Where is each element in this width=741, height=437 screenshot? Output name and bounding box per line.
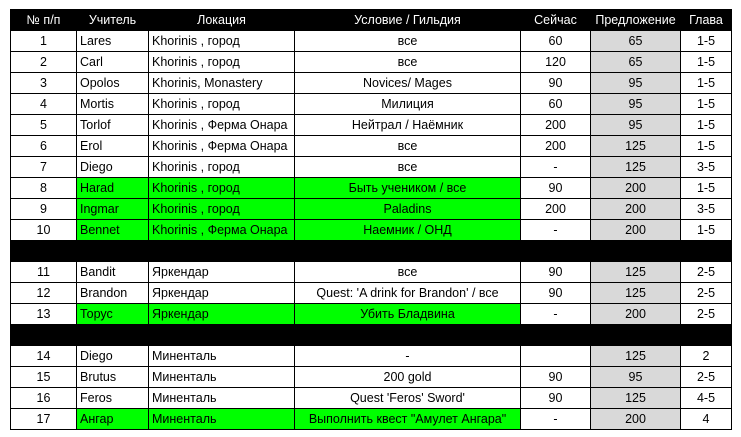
cell-num[interactable]: 11 [11, 262, 77, 283]
cell-location[interactable]: Khorinis , Ферма Онара [149, 220, 295, 241]
cell-teacher[interactable]: Lares [77, 31, 149, 52]
cell-offer[interactable]: 95 [591, 94, 681, 115]
cell-offer[interactable]: 125 [591, 157, 681, 178]
cell-num[interactable]: 14 [11, 346, 77, 367]
group-separator-row [11, 325, 732, 346]
cell-condition[interactable]: все [295, 52, 521, 73]
cell-location[interactable]: Khorinis , Ферма Онара [149, 136, 295, 157]
cell-chapter[interactable]: 1-5 [681, 220, 732, 241]
header-row [11, 10, 732, 31]
cell-location[interactable]: Khorinis , город [149, 31, 295, 52]
cell-location[interactable]: Миненталь [149, 388, 295, 409]
cell-offer[interactable]: 125 [591, 136, 681, 157]
table-row [11, 220, 732, 241]
cell-now[interactable]: - [521, 157, 591, 178]
table-row [11, 94, 732, 115]
header-offer[interactable]: Предложение [591, 10, 681, 31]
cell-now[interactable]: 90 [521, 178, 591, 199]
cell-num[interactable]: 2 [11, 52, 77, 73]
cell-now[interactable]: 90 [521, 367, 591, 388]
cell-condition[interactable]: Novices/ Mages [295, 73, 521, 94]
cell-location[interactable]: Khorinis, Monastery [149, 73, 295, 94]
cell-condition[interactable]: Paladins [295, 199, 521, 220]
cell-num[interactable]: 5 [11, 115, 77, 136]
cell-condition[interactable]: все [295, 31, 521, 52]
separator-cell [11, 325, 732, 346]
cell-condition[interactable]: Милиция [295, 94, 521, 115]
table-body [11, 31, 732, 430]
cell-location[interactable]: Khorinis , Ферма Онара [149, 115, 295, 136]
cell-now[interactable]: 90 [521, 262, 591, 283]
cell-chapter[interactable]: 1-5 [681, 136, 732, 157]
cell-teacher[interactable]: Bennet [77, 220, 149, 241]
cell-chapter[interactable]: 2-5 [681, 283, 732, 304]
table-row [11, 115, 732, 136]
cell-offer[interactable]: 200 [591, 220, 681, 241]
cell-teacher[interactable]: Brutus [77, 367, 149, 388]
cell-condition[interactable]: Нейтрал / Наёмник [295, 115, 521, 136]
cell-teacher[interactable]: Harad [77, 178, 149, 199]
cell-location[interactable]: Khorinis , город [149, 94, 295, 115]
table-row [11, 31, 732, 52]
table-row [11, 52, 732, 73]
cell-chapter[interactable]: 2-5 [681, 367, 732, 388]
cell-condition[interactable]: все [295, 136, 521, 157]
cell-condition[interactable]: все [295, 262, 521, 283]
cell-now[interactable]: 200 [521, 136, 591, 157]
cell-teacher[interactable]: Mortis [77, 94, 149, 115]
table-row [11, 178, 732, 199]
cell-condition[interactable]: 200 gold [295, 367, 521, 388]
cell-offer[interactable]: 65 [591, 31, 681, 52]
trainers-table [10, 9, 732, 430]
cell-offer[interactable]: 125 [591, 346, 681, 367]
table-row [11, 157, 732, 178]
cell-teacher[interactable]: Торус [77, 304, 149, 325]
cell-teacher[interactable]: Diego [77, 346, 149, 367]
cell-num[interactable]: 15 [11, 367, 77, 388]
header-chapter[interactable]: Глава [681, 10, 732, 31]
cell-num[interactable]: 17 [11, 409, 77, 430]
cell-chapter[interactable]: 2 [681, 346, 732, 367]
cell-chapter[interactable]: 2-5 [681, 304, 732, 325]
cell-chapter[interactable]: 3-5 [681, 157, 732, 178]
cell-now[interactable]: 200 [521, 115, 591, 136]
cell-now[interactable]: 60 [521, 94, 591, 115]
cell-location[interactable]: Яркендар [149, 304, 295, 325]
cell-condition[interactable]: все [295, 157, 521, 178]
cell-now[interactable]: 60 [521, 31, 591, 52]
header-num[interactable]: № п/п [11, 10, 77, 31]
cell-offer[interactable]: 95 [591, 73, 681, 94]
cell-location[interactable]: Яркендар [149, 283, 295, 304]
cell-now[interactable] [521, 346, 591, 367]
cell-num[interactable]: 16 [11, 388, 77, 409]
cell-condition[interactable]: Быть учеником / все [295, 178, 521, 199]
table-row [11, 73, 732, 94]
cell-chapter[interactable]: 1-5 [681, 94, 732, 115]
table-row [11, 409, 732, 430]
cell-num[interactable]: 1 [11, 31, 77, 52]
table-row [11, 367, 732, 388]
cell-teacher[interactable]: Opolos [77, 73, 149, 94]
cell-num[interactable]: 3 [11, 73, 77, 94]
table-row [11, 199, 732, 220]
cell-num[interactable]: 6 [11, 136, 77, 157]
table-row [11, 388, 732, 409]
cell-location[interactable]: Яркендар [149, 262, 295, 283]
cell-now[interactable]: 90 [521, 283, 591, 304]
cell-teacher[interactable]: Torlof [77, 115, 149, 136]
cell-teacher[interactable]: Diego [77, 157, 149, 178]
cell-chapter[interactable]: 1-5 [681, 52, 732, 73]
table-row [11, 346, 732, 367]
table-row [11, 304, 732, 325]
cell-offer[interactable]: 125 [591, 283, 681, 304]
cell-teacher[interactable]: Erol [77, 136, 149, 157]
cell-offer[interactable]: 200 [591, 199, 681, 220]
cell-now[interactable]: 120 [521, 52, 591, 73]
cell-condition[interactable]: Наемник / ОНД [295, 220, 521, 241]
table-row [11, 262, 732, 283]
cell-now[interactable]: - [521, 409, 591, 430]
cell-location[interactable]: Khorinis , город [149, 52, 295, 73]
cell-location[interactable]: Миненталь [149, 346, 295, 367]
cell-condition[interactable]: Выполнить квест "Амулет Ангара" [295, 409, 521, 430]
table-row [11, 283, 732, 304]
header-location[interactable]: Локация [149, 10, 295, 31]
cell-location[interactable]: Миненталь [149, 409, 295, 430]
cell-offer[interactable]: 125 [591, 262, 681, 283]
cell-location[interactable]: Khorinis , город [149, 178, 295, 199]
cell-num[interactable]: 10 [11, 220, 77, 241]
group-separator-row [11, 241, 732, 262]
cell-chapter[interactable]: 4 [681, 409, 732, 430]
cell-offer[interactable]: 200 [591, 304, 681, 325]
cell-chapter[interactable]: 1-5 [681, 178, 732, 199]
cell-teacher[interactable]: Ангар [77, 409, 149, 430]
separator-cell [11, 241, 732, 262]
cell-num[interactable]: 9 [11, 199, 77, 220]
cell-teacher[interactable]: Feros [77, 388, 149, 409]
header-now[interactable]: Сейчас [521, 10, 591, 31]
cell-num[interactable]: 4 [11, 94, 77, 115]
cell-teacher[interactable]: Brandon [77, 283, 149, 304]
cell-now[interactable]: 200 [521, 199, 591, 220]
cell-condition[interactable]: Убить Бладвина [295, 304, 521, 325]
cell-teacher[interactable]: Carl [77, 52, 149, 73]
cell-num[interactable]: 7 [11, 157, 77, 178]
cell-offer[interactable]: 95 [591, 367, 681, 388]
cell-condition[interactable]: Quest 'Feros' Sword' [295, 388, 521, 409]
cell-chapter[interactable]: 2-5 [681, 262, 732, 283]
cell-offer[interactable]: 200 [591, 178, 681, 199]
cell-chapter[interactable]: 1-5 [681, 31, 732, 52]
cell-location[interactable]: Миненталь [149, 367, 295, 388]
cell-condition[interactable]: Quest: 'A drink for Brandon' / все [295, 283, 521, 304]
header-teacher[interactable]: Учитель [77, 10, 149, 31]
cell-now[interactable]: - [521, 220, 591, 241]
cell-location[interactable]: Khorinis , город [149, 157, 295, 178]
cell-offer[interactable]: 95 [591, 115, 681, 136]
cell-now[interactable]: 90 [521, 388, 591, 409]
cell-num[interactable]: 12 [11, 283, 77, 304]
cell-teacher[interactable]: Bandit [77, 262, 149, 283]
cell-num[interactable]: 13 [11, 304, 77, 325]
cell-chapter[interactable]: 3-5 [681, 199, 732, 220]
cell-teacher[interactable]: Ingmar [77, 199, 149, 220]
cell-num[interactable]: 8 [11, 178, 77, 199]
table-row [11, 136, 732, 157]
cell-condition[interactable]: - [295, 346, 521, 367]
cell-location[interactable]: Khorinis , город [149, 199, 295, 220]
cell-chapter[interactable]: 4-5 [681, 388, 732, 409]
cell-offer[interactable]: 65 [591, 52, 681, 73]
cell-chapter[interactable]: 1-5 [681, 115, 732, 136]
cell-chapter[interactable]: 1-5 [681, 73, 732, 94]
cell-now[interactable]: 90 [521, 73, 591, 94]
cell-now[interactable]: - [521, 304, 591, 325]
header-condition[interactable]: Условие / Гильдия [295, 10, 521, 31]
cell-offer[interactable]: 125 [591, 388, 681, 409]
cell-offer[interactable]: 200 [591, 409, 681, 430]
